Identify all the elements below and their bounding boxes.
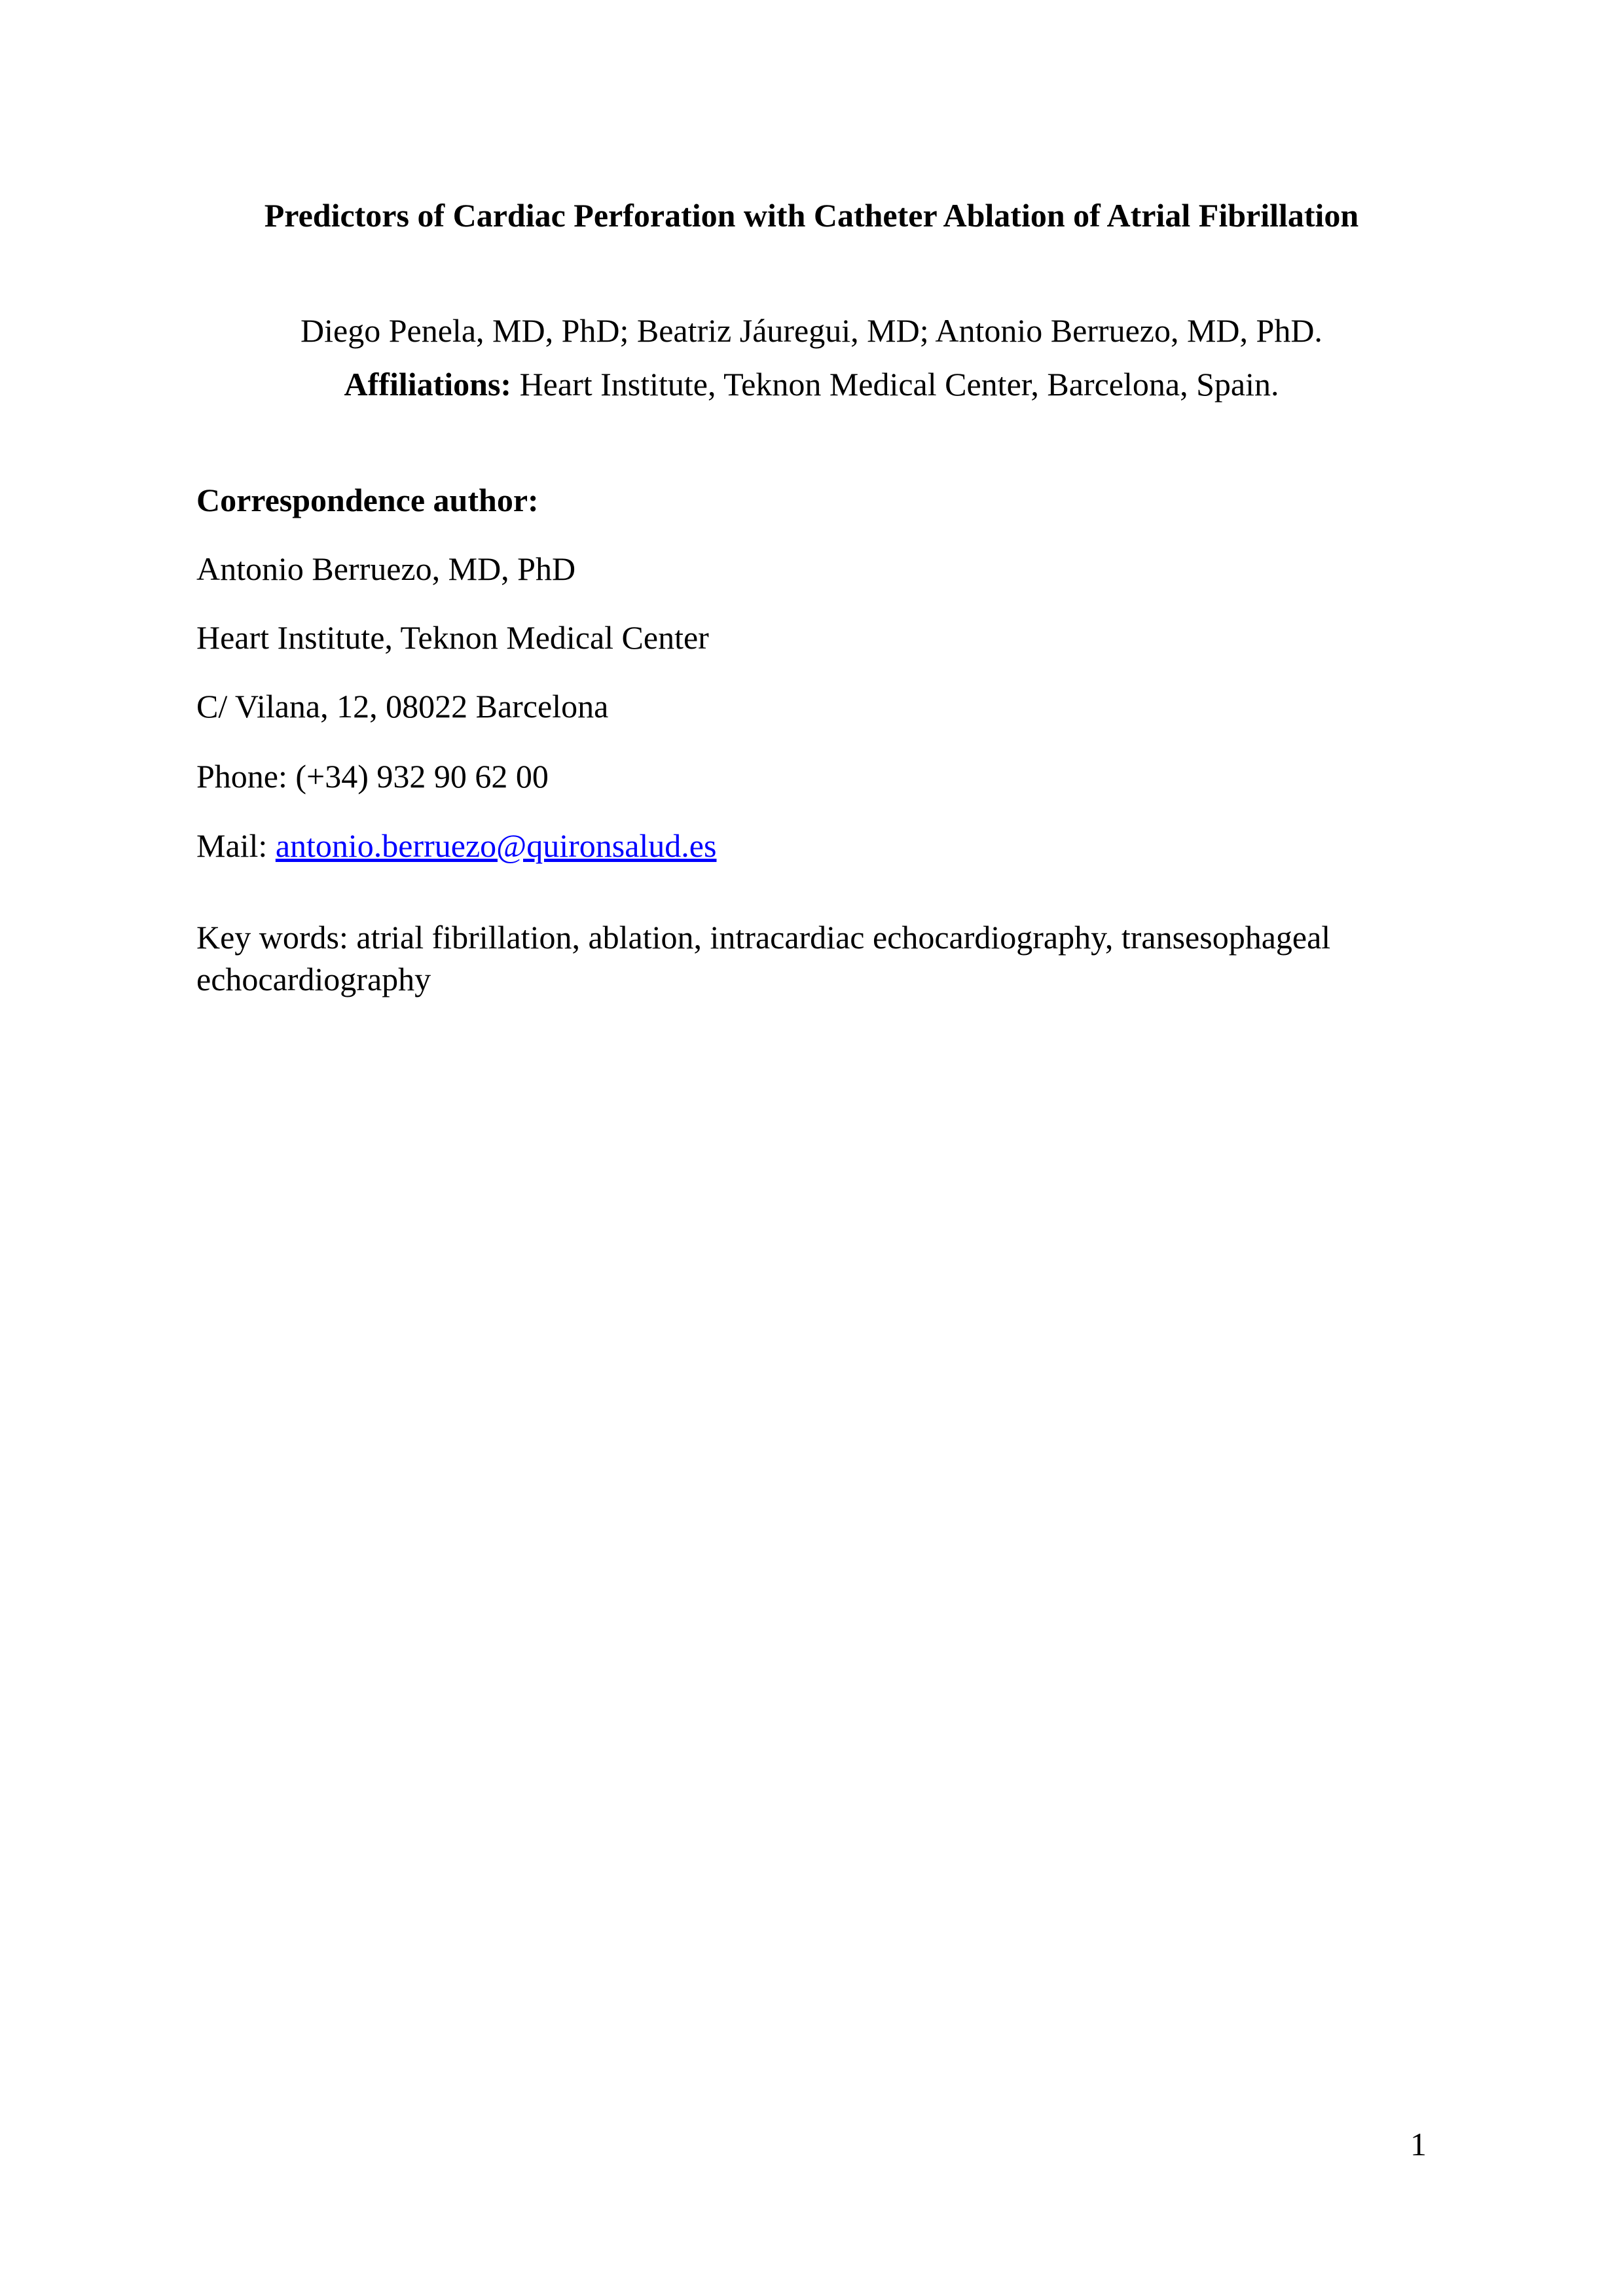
affiliations-label: Affiliations: (344, 366, 512, 403)
correspondence-address: C/ Vilana, 12, 08022 Barcelona (196, 688, 609, 725)
correspondence-author-name: Antonio Berruezo, MD, PhD (196, 550, 576, 587)
email-link[interactable]: antonio.berruezo@quironsalud.es (275, 827, 717, 864)
keywords-paragraph: Key words: atrial fibrillation, ablation, intracardiac echocardiography, transesophageal echocardiography (196, 919, 1331, 997)
correspondence-phone: Phone: (+34) 932 90 62 00 (196, 758, 549, 795)
correspondence-institution: Heart Institute, Teknon Medical Center (196, 619, 709, 656)
mail-label: Mail: (196, 827, 268, 864)
affiliations-line (196, 365, 1427, 403)
affiliations-text: Heart Institute, Teknon Medical Center, Barcelona, Spain. (519, 366, 1279, 403)
correspondence-mail-line (196, 827, 1427, 865)
paper-title: Predictors of Cardiac Perforation with Catheter Ablation of Atrial Fibrillation (264, 197, 1359, 234)
page-number: 1 (1410, 2126, 1427, 2162)
correspondence-heading: Correspondence author: (196, 482, 539, 518)
authors-line: Diego Penela, MD, PhD; Beatriz Jáuregui, MD; Antonio Berruezo, MD, PhD. (301, 312, 1322, 349)
